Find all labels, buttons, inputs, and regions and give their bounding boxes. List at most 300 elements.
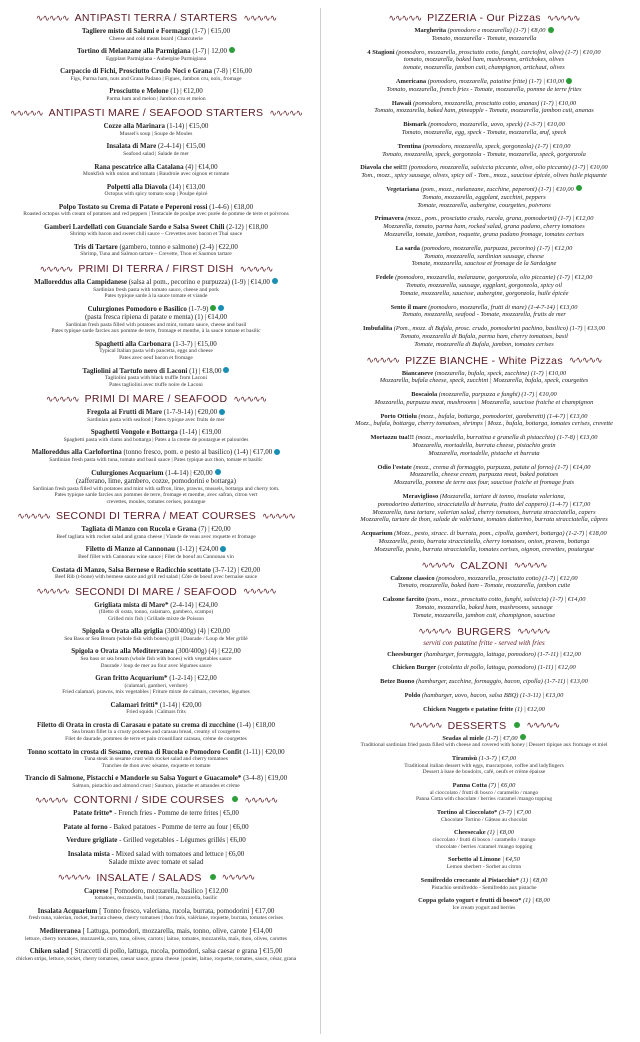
menu-item-title — [6, 87, 306, 96]
dish-detail: [ Pomodoro, mozzarella, basilico ] €12,00 — [108, 886, 228, 895]
dish-description: Traditional sardinian fried pasta filled with cheese and covered with honey | Dessert tipique aux fromage et miel — [360, 742, 608, 749]
wave-ornament-icon: ∿∿∿∿∿ — [418, 626, 451, 637]
menu-item-title — [6, 809, 306, 818]
dish-detail: (pomodoro, mozzarella, patatine fritte) (1-7) | €10,00 — [426, 77, 565, 85]
dish-translation: Tomato, mozzarella, baked ham, mushrooms, sausage — [415, 604, 553, 612]
vegetarian-leaf-icon — [548, 27, 554, 33]
dish-description: Chocolate Tortino / Gâteau au chocolat — [440, 816, 528, 823]
menu-item-title — [6, 203, 306, 212]
menu-item — [6, 305, 306, 335]
wave-ornament-icon: ∿∿∿∿∿ — [546, 12, 580, 23]
dish-detail: (1-7) | €7,00 — [483, 734, 518, 742]
gluten-free-icon — [223, 367, 229, 373]
dish-detail: (7) | €6,00 — [486, 781, 516, 789]
menu-item — [6, 566, 306, 581]
menu-item-title — [334, 829, 634, 837]
dish-detail: (pomodoro e mozzarella) (1-7) | €8,00 — [446, 27, 546, 34]
menu-item — [334, 706, 634, 714]
menu-item-title — [334, 651, 634, 659]
wave-ornament-icon: ∿∿∿∿∿ — [517, 626, 550, 637]
section-heading — [6, 586, 306, 598]
dish-description: Sardinian fresh pasta filled with potatoes and mint with saffron, lime, prawns, mussels, bottarga and cherry tom. — [32, 485, 280, 492]
dish-description: chicken strips, lettuce, rocket, cherry tomatoes, caesar sauce, grana cheese | poulet, laitue, roquette, tomates, sauce, césar, grana — [15, 955, 297, 962]
dish-description: lettuce, cherry tomatoes, mozzarella, corn, tuna, olives, carrots | laitue, tomates, mozzarella, maïs, thon, olives, carottes — [24, 935, 288, 942]
dish-detail: (300/400g) (4) | €20,00 — [162, 627, 230, 636]
menu-item — [334, 664, 634, 672]
dish-extra: (pasta fresca ripiena di patate e menta) (1) | €14,00 — [84, 313, 228, 322]
dish-name: Carpaccio di Fichi, Prosciutto Crudo Noci e Grana — [60, 67, 212, 76]
wave-ornament-icon: ∿∿∿∿∿ — [221, 872, 255, 883]
dish-detail: (1) | €8,00 — [521, 897, 550, 905]
wave-ornament-icon: ∿∿∿∿∿ — [388, 12, 422, 23]
menu-item — [334, 829, 634, 850]
menu-item-title — [334, 215, 634, 223]
dish-translation: tomato, mozzarella, baked ham, mushrooms, artichokes, olives — [403, 56, 565, 64]
wave-ornament-icon: ∿∿∿∿∿ — [36, 586, 69, 597]
dish-detail: (1-4-6) | €18,00 — [207, 202, 254, 211]
menu-item — [334, 325, 634, 348]
section-title-text: ANTIPASTI MARE / SEAFOOD STARTERS — [48, 107, 264, 120]
menu-item-title — [334, 596, 634, 604]
menu-item-title — [334, 664, 634, 672]
dish-detail: (1-7) | €15,00 — [190, 27, 231, 35]
dish-translation: Tomato, mozzarella, french fries - Tomate, mozzarella, pomme de terre frites — [386, 85, 582, 93]
wave-ornament-icon: ∿∿∿∿∿ — [408, 720, 442, 731]
dish-name: Spigola o Orata alla Mediterranea — [71, 647, 174, 656]
menu-item — [6, 627, 306, 642]
dish-detail: (pomodoro, mozzarella, prosciutto cotto) (1-7) | €12,00 — [434, 574, 578, 582]
menu-item-title — [334, 325, 634, 333]
wave-ornament-icon: ∿∿∿∿∿ — [9, 107, 43, 118]
menu-item-title — [6, 47, 306, 56]
dish-description: fresh tuna, valerian, rocket, burrata cheese, cherry tomatoes | thon frais, valériane, roquette, burrata, tomates cerises — [28, 915, 284, 922]
dish-name: Mortazzu tua!!! — [370, 434, 414, 442]
dish-name: La sarda — [395, 244, 420, 252]
section-heading — [6, 263, 306, 275]
menu-item-title — [334, 391, 634, 399]
dish-name: Vegetariana — [386, 185, 420, 193]
dish-detail: (pomodoro, mozzarella, prosciutto cotto, funghi, carciofini, olive) (1-7) | €10,00 — [394, 48, 601, 56]
dish-detail: (1-14) | €15,00 — [165, 122, 209, 131]
section-title-text: PIZZERIA - Our Pizzas — [427, 12, 541, 24]
dish-description: Shrimp, Tuna and Salmon tartare – Crevette, Thon et Saumon tartare — [80, 251, 232, 258]
vegetarian-leaf-icon — [520, 734, 526, 740]
vegetarian-leaf-icon — [566, 78, 572, 84]
section-title-text: PIZZE BIANCHE - White Pizzas — [405, 354, 563, 367]
dish-translation: Tomato, mozzarella, egg, speck - Tomate, mozzarella, œuf, speck — [401, 128, 567, 136]
menu-item — [334, 651, 634, 659]
gluten-free-icon — [272, 278, 278, 284]
dish-description: Parma ham and melon | Jambon cru et melon — [106, 95, 206, 102]
menu-item-title — [334, 27, 634, 35]
menu-item — [334, 493, 634, 524]
dish-name: Sorbetto al Limone — [448, 856, 501, 864]
wave-ornament-icon: ∿∿∿∿∿ — [513, 560, 547, 571]
menu-item-title — [6, 748, 306, 757]
menu-item — [6, 122, 306, 137]
menu-item — [334, 274, 634, 297]
dish-description: Spaghetti pasta with clams and bottarga | Pates a la creme de poutargue et palourdes — [63, 436, 249, 443]
dish-name: Costata di Manzo, Salsa Bernese e Radicchio scottato — [51, 565, 211, 574]
menu-item — [6, 674, 306, 696]
dish-description: Sea bass or sea bream (whole fish with bones) with vegetables sauce — [80, 655, 232, 662]
dish-name: Tagliata di Manzo con Rucola e Grana — [81, 525, 197, 534]
dish-detail: (1-11) | €20,00 — [241, 747, 285, 756]
dish-detail: (pomodoro, mozzarella, melanzane, gorgonzola, olio piccante) (1-7) | €12,00 — [393, 274, 593, 282]
dish-name: Calzone classico — [390, 574, 435, 582]
menu-item-title — [334, 530, 634, 538]
dish-description: Filet de daurade, pommes de terre et pain croustillant carasau, crème de courgettes — [65, 735, 247, 742]
menu-item-title — [334, 809, 634, 817]
dish-detail: (3-7) | €7,00 — [497, 808, 532, 816]
dish-translation: Tomate, mozzarella, jambon cuit, champignon, saucisse — [412, 611, 556, 619]
dish-name: Calamari fritti* — [110, 700, 159, 709]
dish-name: Spaghetti Vongole e Bottarga — [90, 428, 178, 437]
wave-ornament-icon: ∿∿∿∿∿ — [243, 586, 276, 597]
dish-name: Diavola che sei!!! — [360, 164, 408, 172]
menu-item — [6, 701, 306, 716]
menu-item — [6, 748, 306, 770]
dish-description: Salade mixte avec tomate et salad — [108, 858, 204, 867]
dish-name: Filetto di Manzo al Cannonau — [85, 545, 176, 554]
gluten-free-icon — [220, 546, 226, 552]
dish-detail: (4) | €14,00 — [183, 162, 218, 171]
dish-name: Grigliata mista di Mare* — [94, 600, 169, 609]
menu-item-title — [6, 278, 306, 287]
dish-detail: - Baked patatoes - Pomme de terre au four | €6,00 — [107, 822, 249, 831]
menu-item — [6, 243, 306, 258]
dish-description: Eggplant Parmigiana - Aubergine Parmigiana — [105, 55, 207, 62]
dish-name: Patate al forno — [63, 822, 108, 831]
wave-ornament-icon: ∿∿∿∿∿ — [57, 872, 91, 883]
dish-description: Pates tagliolini avec truffe noire de Laconi — [109, 381, 203, 388]
menu-item-title — [6, 163, 306, 172]
menu-item-title — [334, 493, 634, 501]
dish-translation: Tomato, mozzarella, baked ham, pineapple - Tomate, mozzarella, jambon cuit, ananas — [374, 107, 594, 115]
dish-name: Prosciutto e Melone — [109, 87, 169, 96]
vegetarian-leaf-icon — [229, 47, 235, 53]
dish-name: Chiken salad — [29, 947, 69, 956]
dish-detail: (1) | €12,00 — [168, 87, 203, 96]
menu-item — [6, 601, 306, 623]
wave-ornament-icon: ∿∿∿∿∿ — [366, 355, 400, 365]
dish-name: Verdure grigliate — [66, 836, 118, 845]
dish-description: Monkfish with onion and tomato | Baudroie avec oignon et tomate — [82, 171, 230, 178]
menu-item — [334, 755, 634, 776]
menu-item — [6, 469, 306, 506]
menu-item — [6, 223, 306, 238]
dish-name: Tonno scottato in crosta di Sesamo, crema di Rucola e Pomodoro Confit — [27, 747, 242, 756]
menu-item — [6, 183, 306, 198]
dish-description: Sea bream fillet in a crusty potatoes and carasau bread, creamy of courgettes — [71, 729, 241, 736]
dish-detail: (1) | €18,00 — [187, 366, 222, 375]
menu-item — [334, 27, 634, 43]
menu-item — [334, 464, 634, 487]
dish-description: tomatoes, mozzarella, basil | tomate, mozzarella, basilic — [94, 895, 218, 902]
menu-item — [6, 428, 306, 443]
menu-item-title — [334, 245, 634, 253]
dish-name: Tortino di Melanzane alla Parmigiana — [76, 47, 191, 56]
dish-detail: (7) | €20,00 — [196, 525, 231, 534]
dish-translation: pomodorino datterino, stracciatella di burrata, frutto del cappero) (1-4-7) | €17,00 — [377, 500, 591, 508]
dish-detail: (cotoletta di pollo, lattuga, pomodoro) (1-11) | €12,00 — [436, 664, 576, 672]
menu-item-title — [6, 67, 306, 76]
dish-description: Tuna steak in sesame crust with rocket salad and cherry tomatoes — [84, 756, 228, 763]
vegetarian-leaf-icon — [210, 305, 216, 311]
dish-description: al cioccolato / frutti di bosco / caramello / mango — [429, 789, 539, 796]
menu-item-title — [334, 143, 634, 151]
gluten-free-icon — [274, 449, 280, 455]
dish-description: Grilled mix fish | Grillade mixte de Poisson — [108, 615, 204, 622]
section-heading — [6, 393, 306, 405]
dish-name: Gran fritto Acquarium* — [95, 674, 168, 683]
dish-description: Panna Cotta with chocolate / berries /caramel /mango topping — [416, 796, 552, 803]
menu-item — [334, 678, 634, 686]
menu-item — [334, 856, 634, 870]
menu-item-title — [334, 164, 634, 172]
menu-item — [334, 121, 634, 137]
dish-description: Sardinian fresh pasta with tomato sauce, cheese and pork — [93, 286, 219, 293]
menu-item-title — [334, 304, 634, 312]
dish-description: Traditional italian dessert with eggs, mascarpone, coffee and ladyfingers — [404, 762, 564, 769]
dish-detail: (2-4-14) | €24,00 — [168, 600, 218, 609]
menu-item-title — [334, 464, 634, 472]
dish-detail: (1-4-14) | €20,00 — [163, 468, 213, 477]
dish-description: Fried squids | Calmars frits — [126, 709, 186, 716]
section-heading — [6, 794, 306, 806]
dish-name: Mediterranea — [39, 927, 81, 936]
menu-item — [334, 245, 634, 268]
section-title-text: CALZONI — [460, 559, 508, 572]
dish-name: Sento il mare — [390, 303, 427, 311]
menu-item-title — [6, 850, 306, 859]
menu-item-title — [6, 674, 306, 683]
dish-detail: (1-14) | €19,00 — [177, 428, 222, 437]
dish-translation: Mozzarella, cheese cream, purpuzza meat, baked potatoes — [409, 471, 559, 479]
dish-description: Lemon sherbert - Sorbet au citron — [446, 864, 522, 871]
menu-item — [334, 100, 634, 116]
dish-name: Coppa gelato yogurt e frutti di bosco* — [418, 897, 522, 905]
dish-detail: - Grilled vegetables - Légumes grillés | €6,00 — [117, 836, 246, 845]
menu-item — [6, 907, 306, 922]
dish-name: Acquarium — [361, 530, 393, 538]
dish-detail: (1-12) | €24,00 — [175, 545, 219, 554]
dish-description: Salmon, pistachio and almond crust | Saumon, pistache et amandes et crème — [72, 782, 240, 789]
menu-item-title — [334, 755, 634, 763]
dish-name: Patate fritte* — [73, 809, 113, 818]
wave-ornament-icon: ∿∿∿∿∿ — [45, 393, 79, 404]
vegetarian-leaf-icon — [210, 874, 216, 880]
menu-item — [6, 340, 306, 362]
dish-detail: [ Lattuga, pomodori, mozzarella, mais, tonno, olive, carote ] €14,00 — [80, 927, 273, 936]
menu-item-title — [6, 601, 306, 610]
dish-description: Beef Rib (t-bone) with bernese sauce and grill red salad | Côte de boeuf avec bernaise sauce — [54, 574, 258, 581]
dish-name: Chicken Nuggets e patatine fritte — [423, 705, 514, 713]
dish-description: Fried calamari, prawns, mix vegetables | Friture mixte de calmars, crevettes, légumes — [62, 689, 250, 696]
dish-detail: (mozz., mortadella, burratina e granella di pistacchio) (1-7-8) | €13,00 — [413, 434, 598, 442]
menu-item-title — [334, 877, 634, 885]
menu-item — [6, 850, 306, 867]
dish-detail: (1-4) | €18,00 — [235, 720, 275, 729]
dish-name: Culurgiones Pomodoro e Basilico — [87, 304, 187, 313]
menu-item-title — [6, 774, 306, 783]
right-menu-column — [334, 8, 634, 918]
section-heading — [334, 12, 634, 24]
wave-ornament-icon: ∿∿∿∿∿ — [35, 12, 69, 23]
menu-item-title — [6, 627, 306, 636]
menu-item-title — [6, 428, 306, 437]
dish-name: Panna Cotta — [452, 781, 487, 789]
dish-extra: (zafferano, lime, gambero, cozze, pomodorini e bottarga) — [76, 477, 236, 486]
dish-detail: (3-4-8) | €19,00 — [241, 774, 288, 783]
menu-item-title — [334, 692, 634, 700]
dish-detail: (salsa al pom., pecorino e purpuzza) (1-9) | €14,00 — [126, 278, 270, 287]
dish-description: Sardinian pasta with seafood | Pates typique avec fruits de mer — [87, 416, 225, 423]
menu-item-title — [6, 887, 306, 896]
menu-item — [6, 774, 306, 789]
dish-translation: Mozzarella, mortadella, burrata cheese, pistachio grain — [412, 442, 556, 450]
dish-detail: (Pom., mozz. di Bufala, prosc. crudo, pomodorini pachino, basilico) (1-7) | €13,00 — [392, 325, 605, 333]
menu-item — [334, 782, 634, 803]
dish-translation: Mozz., bufala, bottarga, cherry tomatoes, shrimps | Mozz., bufala, bottarga, tomates cerises, crevette — [355, 420, 613, 428]
dish-name: Semifreddo croccante al Pistacchio* — [420, 876, 519, 884]
dish-name: Fregola ai Frutti di Mare — [86, 408, 163, 417]
wave-ornament-icon: ∿∿∿∿∿ — [39, 263, 73, 274]
dish-translation: Tomato, mozzarella di Bufala, parma ham, cherry tomatoes, basil — [400, 332, 568, 340]
dish-description: Pates typique sarde farcies aux pommes de terre, fromage et menthe, avec safran, citron vert — [54, 492, 258, 499]
dish-name: Fedele — [375, 274, 394, 282]
menu-item — [6, 647, 306, 669]
wave-ornament-icon: ∿∿∿∿∿ — [244, 794, 278, 805]
dish-detail: (tonno fresco, pom. e pesto al basilico) (1-4) | €17,00 — [121, 448, 273, 457]
menu-item-title — [334, 678, 634, 686]
gluten-free-icon — [219, 409, 225, 415]
dish-detail: (pomodoro, mozzarella, prosciutto cotto, ananas) (1-7) | €10,00 — [411, 99, 577, 107]
section-title-text: PRIMI DI TERRA / FIRST DISH — [78, 263, 234, 276]
dish-detail: (1-7-9-14) | €20,00 — [162, 408, 218, 417]
menu-item — [334, 78, 634, 94]
dish-name: Rana pescatrice alla Catalana — [94, 162, 184, 171]
dish-name: Porto Ottiolu — [380, 412, 417, 420]
dish-description: Beef fillet with Cannonau wine sauce | Filet de boeuf au Cannonau vin — [78, 553, 234, 560]
menu-item-title — [6, 525, 306, 534]
dish-name: Insalata Acquarium — [37, 906, 98, 915]
wave-ornament-icon: ∿∿∿∿∿ — [243, 12, 277, 23]
section-title-text: BURGERS — [456, 625, 512, 638]
menu-item — [334, 809, 634, 823]
dish-name: Tagliere misto di Salumi e Formaggi — [81, 27, 191, 35]
menu-item-title — [6, 122, 306, 131]
dish-detail: (Mozzarella, tartare di tonno, insalata valeriana, — [438, 493, 566, 501]
dish-name: Culurgiones Acquarium — [91, 468, 164, 477]
section-heading — [334, 626, 634, 638]
menu-item — [334, 575, 634, 591]
dish-name: Primavera — [374, 215, 404, 223]
wave-ornament-icon: ∿∿∿∿∿ — [17, 510, 50, 521]
menu-item — [334, 304, 634, 320]
vegetarian-leaf-icon — [576, 185, 582, 191]
menu-item-title — [334, 575, 634, 583]
menu-item-title — [334, 49, 634, 57]
dish-name: Tris di Tartare — [74, 242, 118, 251]
dish-detail: (mozzarella, purpuzza e funghi) (1-7) | €10,00 — [437, 391, 557, 399]
dish-name: Caprese — [84, 886, 109, 895]
section-heading — [6, 12, 306, 24]
dish-translation: Tomate, mozzarella, saucisse, aubergine, gorgonzola, huile épicée — [399, 289, 569, 297]
menu-item-title — [6, 408, 306, 417]
dish-translation: Mozzarella, pesto, burrata stracciatella, cherry tomatoes, onion, prawns, bottarga — [378, 538, 590, 546]
dish-description: Roasted octopus with cream of potatoes and red peppers | Tentacule de poulpe avec purée de pomme de terre et poivrons — [23, 211, 289, 218]
dish-name: Biancaneve — [401, 369, 434, 377]
dish-description: Pates typique sarde farcies aux pomme de terre, fromage et menthe, à la sauce tomate et basilic — [51, 328, 261, 335]
dish-name: Odio l'estate — [377, 463, 412, 471]
dish-detail: [ Tonno fresco, valeriana, rucola, burrata, pomodorini ] €17,00 — [97, 906, 275, 915]
wave-ornament-icon: ∿∿∿∿∿ — [239, 263, 273, 274]
section-title-text: INSALATE / SALADS — [96, 871, 202, 884]
left-menu-column — [6, 8, 306, 967]
dish-translation: Tomate, mozzarella di Bufala, jambon, tomates cerises — [414, 340, 554, 348]
dish-detail: (gambero, tonno e salmone) (2-4) | €22,00 — [117, 242, 238, 251]
dish-translation: Tomato, mozzarella, sardinian sausage, cheese — [424, 252, 544, 260]
menu-item-title — [6, 701, 306, 710]
dish-name: Betze Buono — [380, 678, 415, 686]
dish-description: Ice cream yogurt and berries — [452, 904, 516, 911]
dish-name: Seadas al miele — [442, 734, 484, 742]
menu-item-title — [6, 647, 306, 656]
section-heading — [334, 355, 634, 367]
dish-translation: Tomato, mozzarella, speck, gorgonzola - Tomate, mozzarella, speck, gorgonzola — [382, 150, 586, 158]
menu-item — [334, 215, 634, 238]
menu-item — [6, 545, 306, 560]
dish-name: Hawaii — [391, 99, 412, 107]
dish-detail: (14) | €13,00 — [167, 182, 206, 191]
menu-item — [6, 203, 306, 218]
section-title-text: SECONDI DI TERRA / MEAT COURSES — [55, 510, 257, 523]
dish-description: Beef tagliata with rocket salad and grana cheese | Viande de veau avec roquette et fromage — [56, 533, 256, 540]
dish-detail: (1) | €8,00 — [485, 829, 514, 837]
dish-translation: Mozzarella, tuna tartare, valerian salad, cherry tomatoes, burrata stracciatella, capers — [372, 508, 596, 516]
menu-item-title — [6, 142, 306, 151]
menu-item-title — [6, 927, 306, 936]
dish-name: Poldo — [404, 692, 421, 700]
dish-detail: (2-4-14) | €15,00 — [156, 142, 206, 151]
menu-item-title — [6, 183, 306, 192]
menu-item — [6, 47, 306, 62]
dish-name: Polpetti alla Diavola — [106, 182, 168, 191]
dish-detail: [ Straccetti di pollo, lattuga, rucola, pomodori, salsa caesar e grana ] €15,00 — [68, 947, 283, 956]
menu-item — [6, 927, 306, 942]
dish-name: Cheesecake — [454, 829, 486, 837]
menu-item — [6, 163, 306, 178]
menu-item-title — [6, 243, 306, 252]
menu-item-title — [334, 897, 634, 905]
dish-name: 4 Stagioni — [367, 48, 395, 56]
dish-name: Tiramisù — [451, 755, 478, 762]
menu-item-title — [334, 856, 634, 864]
section-heading — [334, 560, 634, 572]
menu-item-title — [334, 370, 634, 378]
menu-item-title — [6, 223, 306, 232]
dish-detail: (1-7) | 12,00 — [190, 47, 228, 56]
dish-translation: Mozzarella, purpuzza meat, mushrooms | Mozzarella, saucisse fraiche et champignon — [374, 398, 594, 406]
menu-item — [6, 408, 306, 423]
wave-ornament-icon: ∿∿∿∿∿ — [526, 720, 560, 731]
dish-detail: (mozz., bufala, bottarga, pomodorini, gamberetti) (1-4-7) | €13,00 — [416, 412, 588, 420]
dish-detail: - French fries - Pomme de terre frites | €5,00 — [112, 809, 239, 818]
dish-detail: (1-3-7) | €7,00 — [477, 755, 517, 762]
wave-ornament-icon: ∿∿∿∿∿ — [233, 393, 267, 404]
dish-detail: - Mixed salad with tomatoes and lettuce | €6,00 — [109, 849, 245, 858]
